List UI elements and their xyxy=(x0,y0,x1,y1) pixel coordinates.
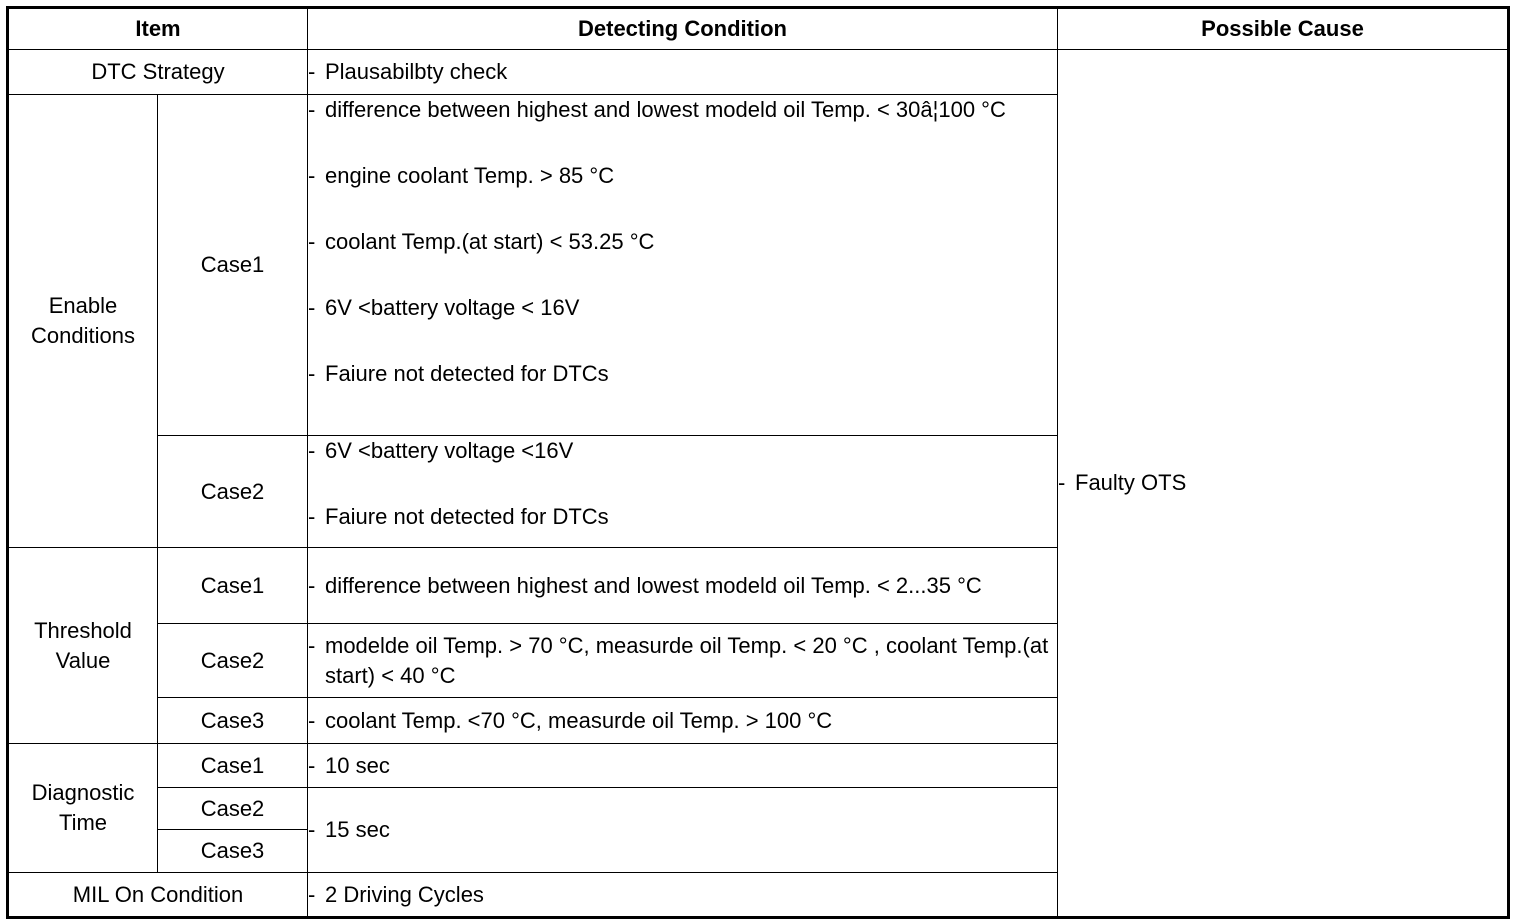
enable-case2-label: Case2 xyxy=(158,436,308,548)
diagnostic-case2-label: Case2 xyxy=(158,788,308,830)
possible-cause-cell: - Faulty OTS xyxy=(1058,50,1509,918)
threshold-case3-label: Case3 xyxy=(158,698,308,744)
dtc-strategy-condition: - Plausabilbty check xyxy=(308,50,1058,95)
mil-on-label: MIL On Condition xyxy=(8,873,308,918)
threshold-case2-label: Case2 xyxy=(158,624,308,698)
diagnostic-case23-condition: - 15 sec xyxy=(308,788,1058,873)
possible-cause-text: Faulty OTS xyxy=(1075,470,1187,495)
threshold-case2-condition: - modelde oil Temp. > 70 °C, measurde oil Temp. < 20 °C , coolant Temp.(at start) < 40 °C xyxy=(308,624,1058,698)
threshold-case3-condition: - coolant Temp. <70 °C, measurde oil Temp. > 100 °C xyxy=(308,698,1058,744)
threshold-case1-condition: - difference between highest and lowest modeld oil Temp. < 2...35 °C xyxy=(308,548,1058,624)
threshold-value-label: Threshold Value xyxy=(8,548,158,744)
header-row xyxy=(8,8,1509,50)
enable-case2-conditions: - 6V <battery voltage <16V - Faiure not detected for DTCs xyxy=(308,436,1058,548)
dtc-strategy-label: DTC Strategy xyxy=(8,50,308,95)
mil-on-condition: - 2 Driving Cycles xyxy=(308,873,1058,918)
header-possible-cause: Possible Cause xyxy=(1058,8,1509,50)
threshold-case1-label: Case1 xyxy=(158,548,308,624)
enable-conditions-label: Enable Conditions xyxy=(8,95,158,548)
header-detecting-condition: Detecting Condition xyxy=(308,8,1058,50)
diagnostic-case1-condition: - 10 sec xyxy=(308,744,1058,788)
row-dtc-strategy xyxy=(8,50,1509,95)
diagnostic-time-label: Diagnostic Time xyxy=(8,744,158,873)
dtc-table xyxy=(6,6,1510,919)
enable-case1-label: Case1 xyxy=(158,95,308,436)
diagnostic-case3-label: Case3 xyxy=(158,830,308,873)
enable-case1-conditions: - difference between highest and lowest modeld oil Temp. < 30â¦100 °C - engine coolant Temp. > 85 °C - coolant Temp.(at start) < 53.25 °C - 6V <battery voltage < 16V - Faiure not detected for DTCs xyxy=(308,95,1058,436)
diagnostic-case1-label: Case1 xyxy=(158,744,308,788)
header-item: Item xyxy=(8,8,308,50)
